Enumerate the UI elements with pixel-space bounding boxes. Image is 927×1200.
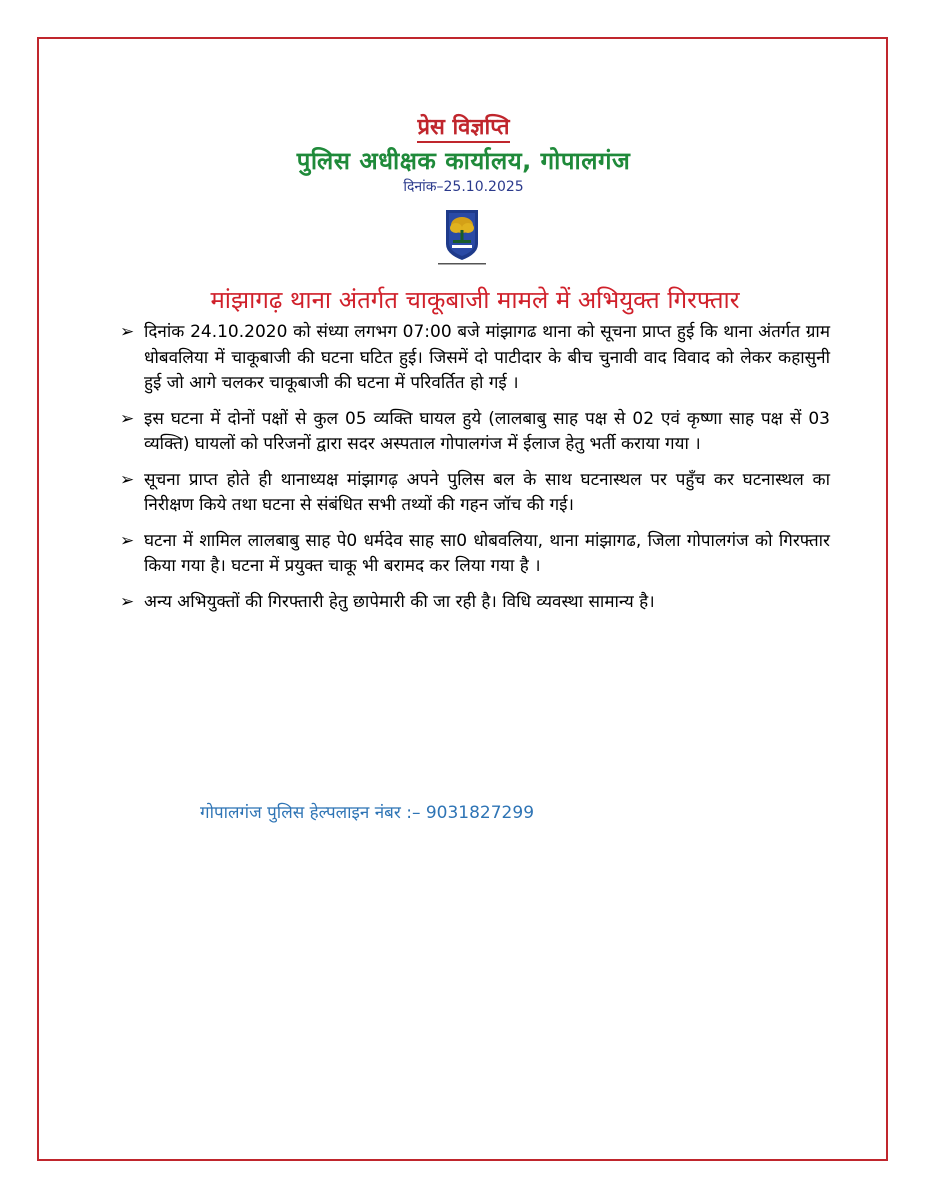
point-text: इस घटना में दोनों पक्षों से कुल 05 व्यक्ति घायल हुये (लालबाबु साह पक्ष से 02 एवं कृष्णा साह पक्ष सें 03 व्यक्ति) घायलों को परिजनों द्वारा सदर अस्पताल गोपालगंज में ईलाज हेतु भर्ती कराया गया । (144, 408, 830, 454)
list-item (118, 590, 830, 616)
list-item (118, 320, 830, 397)
press-release-title: प्रेस विज्ञप्ति (0, 111, 927, 141)
release-date: दिनांक–25.10.2025 (403, 179, 524, 195)
bullet-arrow-icon: ➢ (120, 469, 135, 490)
point-text: घटना में शामिल लालबाबु साह पे0 धर्मदेव साह सा0 धोबवलिया, थाना मांझागढ, जिला गोपालगंज को गिरफ्तार किया गया है। घटना में प्रयुक्त चाकू भी बरामद कर लिया गया है । (144, 530, 830, 576)
office-title: पुलिस अधीक्षक कार्यालय, गोपालगंज (296, 147, 631, 175)
list-item (118, 407, 830, 458)
bullet-arrow-icon: ➢ (120, 530, 135, 551)
bullet-arrow-icon: ➢ (120, 408, 135, 429)
incident-points (118, 320, 830, 625)
point-text: दिनांक 24.10.2020 को संध्या लगभग 07:00 बजे मांझागढ थाना को सूचना प्राप्त हुई कि थाना अंतर्गत ग्राम धोबवलिया में चाकूबाजी की घटना घटित हुई। जिसमें दो पाटीदार के बीच चुनावी वाद विवाद को लेकर कहासुनी हुई जो आगे चलकर चाकूबाजी की घटना में परिवर्तित हो गई । (144, 322, 830, 393)
bihar-police-emblem-icon (432, 208, 492, 268)
bullet-arrow-icon: ➢ (120, 322, 135, 342)
helpline-number: गोपालगंज पुलिस हेल्पलाइन नंबर :– 9031827299 (200, 803, 535, 823)
bullet-arrow-icon: ➢ (120, 591, 135, 612)
point-text: सूचना प्राप्त होते ही थानाध्यक्ष मांझागढ़ अपने पुलिस बल के साथ घटनास्थल पर पहुँच कर घटनास्थल का निरीक्षण किये तथा घटना से संबंधित सभी तथ्यों की गहन जॉच की गई। (144, 469, 830, 515)
headline: मांझागढ़ थाना अंतर्गत चाकूबाजी मामले में अभियुक्त गिरफ्तार (210, 286, 740, 314)
list-item (118, 529, 830, 580)
point-text: अन्य अभियुक्तों की गिरफ्तारी हेतु छापेमारी की जा रही है। विधि व्यवस्था सामान्य है। (144, 591, 655, 612)
list-item (118, 468, 830, 519)
